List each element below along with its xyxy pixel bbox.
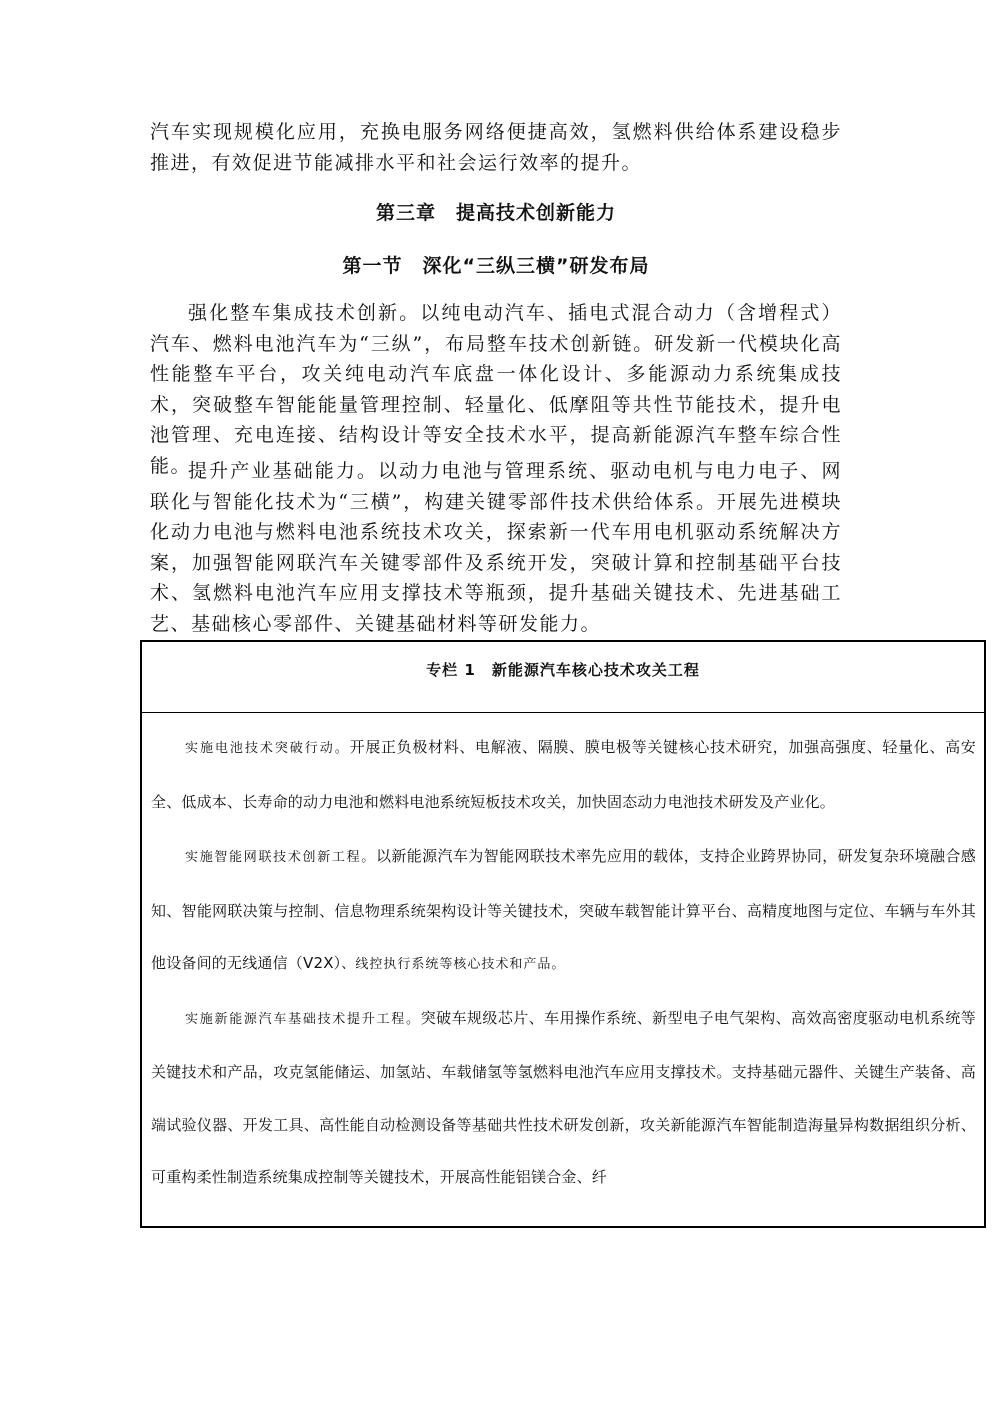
section-title: 第一节 深化“三纵三横”研发布局	[342, 255, 650, 277]
box-item-body: 突破车规级芯片、车用操作系统、新型电子电气架构、高效高密度驱动电机系统等关键技术和产品，攻克氢能储运、加氢站、车载储氢等氢燃料电池汽车应用支撑技术。支持基础元器件、关键生产装备、高端试验仪器、开发工具、高性能自动检测设备等基础共性技术研发创新，攻关新能源汽车智能制造海量异构数据组织分析、可重构柔性制造系统集成控制等关键技术，开展高性能铝镁合金、纤	[151, 1008, 976, 1186]
box-item-tail: 、线控执行系统等核心技术和产品。	[341, 957, 566, 972]
box-item-lead: 实施电池技术突破行动。	[185, 741, 350, 756]
box-item-body: 以新能源汽车为智能网联技术率先应用的载体，支持企业跨界协同，研发复杂环境融合感知、智能网联决策与控制、信息物理系统架构设计等关键技术，突破车载智能计算平台、高精度地图与定位、车辆与车外其他设备间的无线通信（V2X）	[151, 847, 976, 972]
body-paragraph-industrial-foundation: 提升产业基础能力。以动力电池与管理系统、驱动电机与电力电子、网联化与智能化技术为“三横”，构建关键零部件技术供给体系。开展先进模块化动力电池与燃料电池系统技术攻关，探索新一代车用电机驱动系统解决方案，加强智能网联汽车关键零部件及系统开发，突破计算和控制基础平台技术、氢燃料电池汽车应用支撑技术等瓶颈，提升基础关键技术、先进基础工艺、基础核心零部件、关键基础材料等研发能力。	[150, 460, 842, 635]
body-paragraph-vehicle-integration: 强化整车集成技术创新。以纯电动汽车、插电式混合动力（含增程式）汽车、燃料电池汽车为“三纵”，布局整车技术创新链。研发新一代模块化高性能整车平台，攻关纯电动汽车底盘一体化设计、多能源动力系统集成技术，突破整车智能能量管理控制、轻量化、低摩阻等共性节能技术，提升电池管理、充电连接、结构设计等安全技术水平，提高新能源汽车整车综合性能。	[150, 302, 842, 477]
intro-paragraph: 汽车实现规模化应用，充换电服务网络便捷高效，氢燃料供给体系建设稳步推进，有效促进节能减排水平和社会运行效率的提升。	[150, 121, 842, 174]
feature-box-body	[142, 713, 984, 1206]
box-item-lead: 实施新能源汽车基础技术提升工程。	[185, 1011, 421, 1027]
box-item-lead: 实施智能网联技术创新工程。	[185, 850, 376, 865]
feature-box-header	[142, 642, 984, 713]
box-item-battery	[151, 721, 976, 830]
chapter-title: 第三章 提高技术创新能力	[375, 202, 616, 224]
box-item-connected-vehicle	[151, 830, 976, 992]
box-item-body: 开展正负极材料、电解液、隔膜、膜电极等关键核心技术研究，加强高强度、轻量化、高安全、低成本、长寿命的动力电池和燃料电池系统短板技术攻关，加快固态动力电池技术研发及产业化。	[151, 738, 976, 811]
feature-box-title: 专栏 1 新能源汽车核心技术攻关工程	[426, 660, 700, 679]
box-item-foundation-tech	[151, 992, 976, 1206]
feature-box	[140, 640, 986, 1228]
